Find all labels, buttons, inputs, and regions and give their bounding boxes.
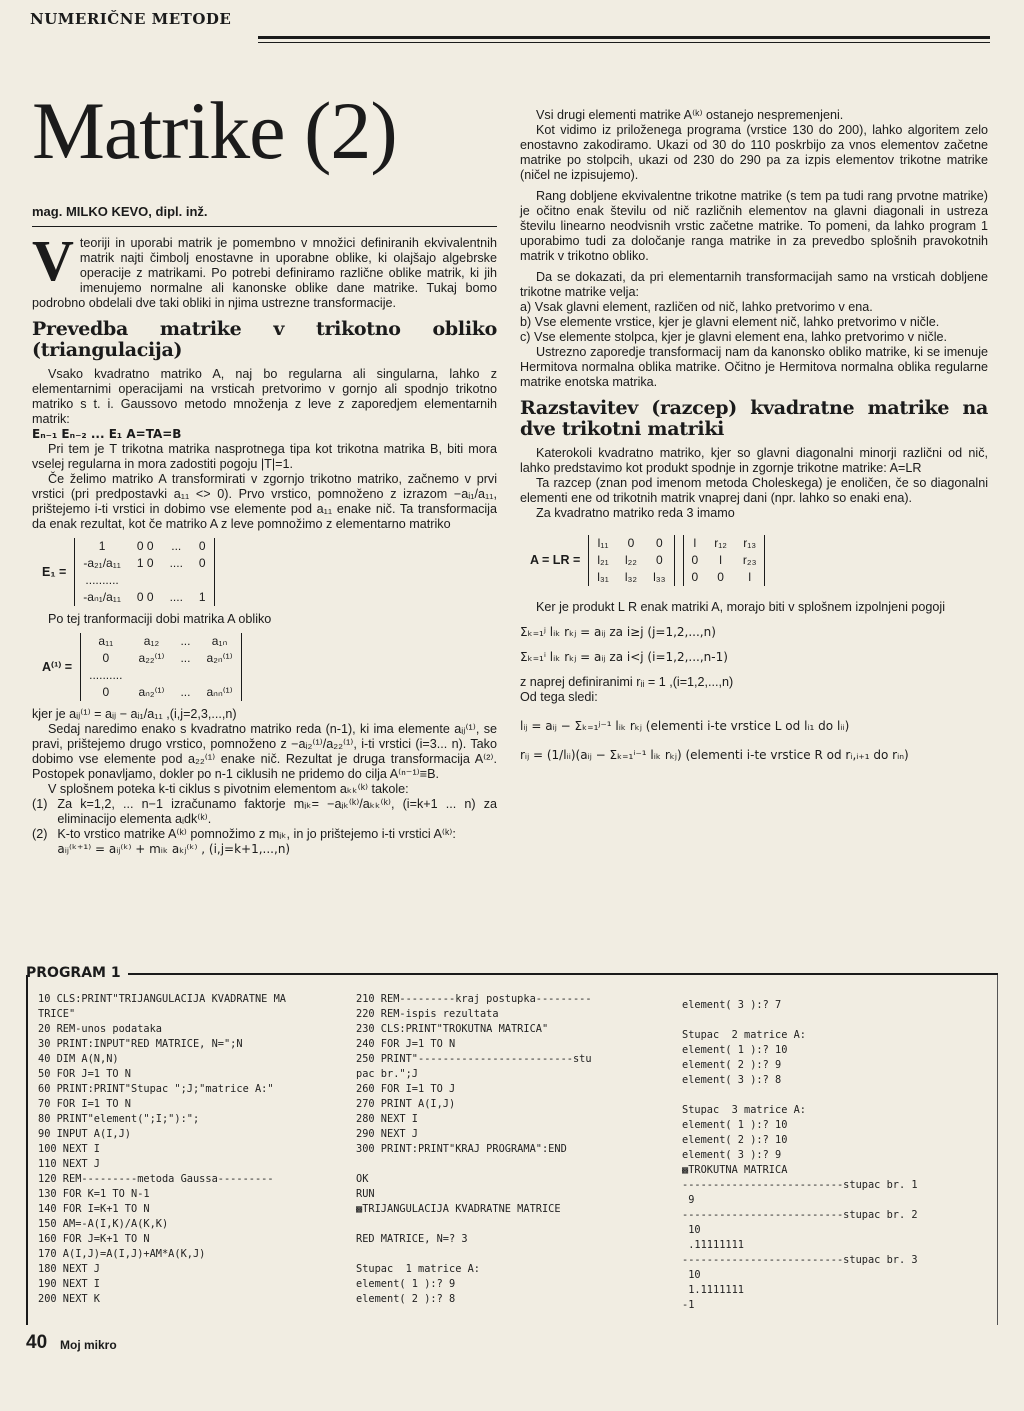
paragraph: Vsako kvadratno matriko A, naj bo regularna ali singularna, lahko z elementarnimi operacijami na vrsticah pretvorimo v gornjo ali spodnjo trikotno matriko s t. i. Gaussovo metodo množenja z leve z zaporedjem elementarnih matrik:	[32, 367, 497, 426]
matrix-lr	[530, 535, 988, 586]
author-rule	[32, 226, 497, 227]
intro-paragraph: Vteoriji in uporabi matrik je pomembno v množici definiranih ekvivalentnih matrik najti čimbolj enostavne in uporabne oblike, ki olajšajo algebrske operacije z matrikami. Po potrebi definiramo različne oblike matrik, ki jih imenujemo normalne ali kanonske oblike dane matrike. Tukaj bomo podrobno obdelali dve taki obliki in njima ustrezne transformacije.	[32, 228, 497, 310]
paragraph: Pri tem je T trikotna matrika nasprotnega tipa kot trikotna matrika B, biti mora vselej regularna in mora zadostiti pogoju |T|=1.	[32, 442, 497, 471]
paragraph: Da se dokazati, da pri elementarnih transformacijah samo na vrsticah dobljene trikotne matrike velja:	[520, 270, 988, 299]
magazine-name: Moj mikro	[60, 1338, 117, 1352]
list-item: a) Vsak glavni element, različen od nič, lahko pretvorimo v ena.	[520, 300, 873, 314]
article-title: Matrike (2)	[32, 85, 397, 176]
page-number: 40	[26, 1332, 48, 1353]
matrix-e1	[42, 538, 497, 606]
paragraph: Vsi drugi elementi matrike A⁽ᵏ⁾ ostanejo nespremenjeni.	[536, 108, 844, 122]
matrix-label: E₁ =	[42, 564, 67, 579]
paragraph: Sedaj naredimo enako s kvadratno matriko reda (n-1), ki ima elemente aᵢⱼ⁽¹⁾, se pravi, prištejemo drugo vrstico, pomnoženo z −aᵢ₂⁽¹⁾/a₂₂⁽¹⁾, i-ti vrstici (i=3... n). Tako dobimo vse elemente pod a₂₂⁽¹⁾ enake nič. Rezultat je druga transformacija A⁽²⁾. Postopek ponavljamo, dokler po n-1 ciklusih ne pridemo do cilja A⁽ⁿ⁻¹⁾≡B.	[32, 722, 497, 781]
step-2: (2) K-to vrstico matrike A⁽ᵏ⁾ pomnožimo z mᵢₖ, in jo prištejemo i-ti vrstici A⁽ᵏ⁾: aᵢⱼ⁽ᵏ⁺¹⁾ = aᵢⱼ⁽ᵏ⁾ + mᵢₖ aₖⱼ⁽ᵏ⁾ , (i,j=k+1,...,n)	[32, 827, 456, 856]
paragraph: z naprej definiranimi rᵢᵢ = 1 ,(i=1,2,...,n)	[520, 675, 734, 689]
matrix-table: a₁₁ a₁₂ ... a₁ₙ 0 a₂₂⁽¹⁾ ... a₂ₙ⁽¹⁾ .......... 0 aₙ₂⁽¹⁾ ... aₙₙ⁽¹⁾	[80, 633, 242, 701]
paragraph: Kot vidimo iz priloženega programa (vrstice 130 do 200), lahko algoritem zelo enostavno zakodiramo. Ukazi od 30 do 110 poskrbijo za vnos elementov začetne matrike po stolpcih, ukazi od 230 do 290 pa za izpis elementov trikotne matrike (ničel ne izpisujemo).	[520, 123, 988, 182]
program-listing-col1: 10 CLS:PRINT"TRIJANGULACIJA KVADRATNE MA TRICE" 20 REM-unos podataka 30 PRINT:INPUT"RED MATRICE, N=";N 40 DIM A(N,N) 50 FOR J=1 TO N 60 PRINT:PRINT"Stupac ";J;"matrice A:" 70 FOR I=1 TO N 80 PRINT"element(";I;"):"; 90 INPUT A(I,J) 100 NEXT I 110 NEXT J 120 REM---------metoda Gaussa--------- 130 FOR K=1 TO N-1 140 FOR I=K+1 TO N 150 AM=-A(I,K)/A(K,K) 160 FOR J=K+1 TO N 170 A(I,J)=A(I,J)+AM*A(K,J) 180 NEXT J 190 NEXT I 200 NEXT K	[38, 993, 286, 1305]
paragraph: kjer je aᵢⱼ⁽¹⁾ = aᵢⱼ − aᵢ₁/a₁₁ ,(i,j=2,3,...,n)	[32, 707, 237, 721]
equation-step: aᵢⱼ⁽ᵏ⁺¹⁾ = aᵢⱼ⁽ᵏ⁾ + mᵢₖ aₖⱼ⁽ᵏ⁾ , (i,j=k+1,...,n)	[57, 842, 291, 856]
paragraph: Ustrezno zaporedje transformacij nam da kanonsko obliko matrike, ki se imenuje Hermitova normalna oblika matrike. Očitno je Hermitova normalna oblika regularne matrike enotska matrika.	[520, 345, 988, 389]
paragraph: Po tej tranformaciji dobi matrika A obliko	[48, 612, 272, 626]
program-label: PROGRAM 1	[26, 965, 121, 981]
paragraph: Za kvadratno matriko reda 3 imamo	[536, 506, 735, 520]
left-column	[32, 228, 497, 857]
paragraph: V splošnem poteka k-ti ciklus s pivotnim elementom aₖₖ⁽ᵏ⁾ takole:	[48, 782, 409, 796]
equation-sum-b: Σₖ₌₁ⁱ lᵢₖ rₖⱼ = aᵢⱼ za i<j (i=1,2,...,n-1)	[520, 650, 728, 664]
program-listing-col2: 210 REM---------kraj postupka--------- 220 REM-ispis rezultata 230 CLS:PRINT"TROKUTNA MATRICA" 240 FOR J=1 TO N 250 PRINT"-------------------------stu pac br.";J 260 FOR I=1 TO J 270 PRINT A(I,J) 280 NEXT I 290 NEXT J 300 PRINT:PRINT"KRAJ PROGRAMA":END OK RUN ▩TRIJANGULACIJA KVADRATNE MATRICE RED MATRICE, N=? 3 Stupac 1 matrice A: element( 1 ):? 9 element( 2 ):? 8	[356, 993, 592, 1305]
equation-r: rᵢⱼ = (1/lᵢᵢ)(aᵢⱼ − Σₖ₌₁ⁱ⁻¹ lᵢₖ rₖⱼ) (elementi i-te vrstice R od rᵢ,ᵢ₊₁ do rᵢₙ)	[520, 748, 909, 762]
matrix-r: l r₁₂ r₁₃ 0 l r₂₃ 0 0 l	[683, 535, 766, 586]
paragraph: Če želimo matriko A transformirati v zgornjo trikotno matriko, začnemo v prvi vrstici (pri predpostavki a₁₁ <> 0). Prvo vrstico, pomnoženo z izrazom −aᵢ₁/a₁₁, prištejemo i-ti vrstici in dobimo vse elemente pod a₁₁ enake nič. Ta transformacija da enak rezultat, kot če matriko A z leve pomnožimo z elementarno matriko	[32, 472, 497, 531]
step-1: (1) Za k=1,2, ... n−1 izračunamo faktorje mᵢₖ= −aᵢₖ⁽ᵏ⁾/aₖₖ⁽ᵏ⁾, (i=k+1 ... n) za eliminacijo elementa aᵢdk⁽ᵏ⁾.	[32, 797, 497, 826]
equation-l: lᵢⱼ = aᵢⱼ − Σₖ₌₁ʲ⁻¹ lᵢₖ rₖⱼ (elementi i-te vrstice L od lᵢ₁ do lᵢᵢ)	[520, 719, 850, 733]
author-byline: mag. MILKO KEVO, dipl. inž.	[32, 204, 208, 219]
heading-decomposition: Razstavitev (razcep) kvadratne matrike na dve trikotni matriki	[520, 397, 988, 440]
header-rule	[258, 36, 990, 39]
matrix-label: A = LR =	[530, 553, 581, 567]
program-output-col3: element( 3 ):? 7 Stupac 2 matrice A: element( 1 ):? 10 element( 2 ):? 9 element( 3 ):? 8 Stupac 3 matrice A: element( 1 ):? 10 element( 2 ):? 10 element( 3 ):? 9 ▩TROKUTNA MATRICA --------------------------stupac br. 1 9 --------------------------stupac br. 2 10 .11111111 --------------------------stupac br. 3 10 1.1111111 -1	[682, 999, 918, 1311]
equation-sum-a: Σₖ₌₁ʲ lᵢₖ rₖⱼ = aᵢⱼ za i≥j (j=1,2,...,n)	[520, 625, 716, 639]
paragraph: Katerokoli kvadratno matriko, kjer so glavni diagonalni minorji različni od nič, lahko predstavimo kot produkt spodnje in zgornje trikotne matrike: A=LR	[520, 446, 988, 475]
matrix-label: A⁽¹⁾ =	[42, 659, 73, 674]
heading-triangulation: Prevedba matrike v trikotno obliko (triangulacija)	[32, 318, 497, 361]
paragraph: Ker je produkt L R enak matriki A, morajo biti v splošnem izpolnjeni pogoji	[536, 600, 946, 614]
matrix-a1	[42, 633, 497, 701]
matrix-l: l₁₁ 0 0 l₂₁ l₂₂ 0 l₃₁ l₃₂ l₃₃	[588, 535, 674, 586]
matrix-table: 1 0 0 ... 0 -a₂₁/a₁₁ 1 0 .... 0 .......... -aₙ₁/a₁₁ 0 0 .... 1	[74, 538, 214, 606]
drop-cap: V	[32, 228, 74, 293]
header-rule-thin	[258, 42, 990, 43]
right-column	[520, 108, 988, 777]
section-title: NUMERIČNE METODE	[30, 10, 232, 28]
paragraph: Rang dobljene ekvivalentne trikotne matrike (s tem pa tudi rang prvotne matrike) je očitno enak številu od nič različnih elementov na glavni diagonali in ustreza številu linearno neodvisnih vrstic začetne matrike. To pomeni, da lahko program 1 uporabimo tudi za določanje ranga matrike in za prevedbo splošnih pravokotnih matrik v trikotno obliko.	[520, 189, 988, 263]
paragraph: Od tega sledi:	[520, 690, 598, 704]
paragraph: Ta razcep (znan pod imenom metoda Choleskega) je enoličen, če so diagonalni elementi ene od trikotnih matrik vnaprej dani (npr. lahko so enaki ena).	[520, 476, 988, 505]
list-item: c) Vse elemente stolpca, kjer je glavni element ena, lahko pretvorimo v ničle.	[520, 330, 947, 344]
equation-gauss: Eₙ₋₁ Eₙ₋₂ ... E₁ A=TA=B	[32, 427, 182, 441]
list-item: b) Vse elemente vrstice, kjer je glavni element nič, lahko pretvorimo v ničle.	[520, 315, 940, 329]
